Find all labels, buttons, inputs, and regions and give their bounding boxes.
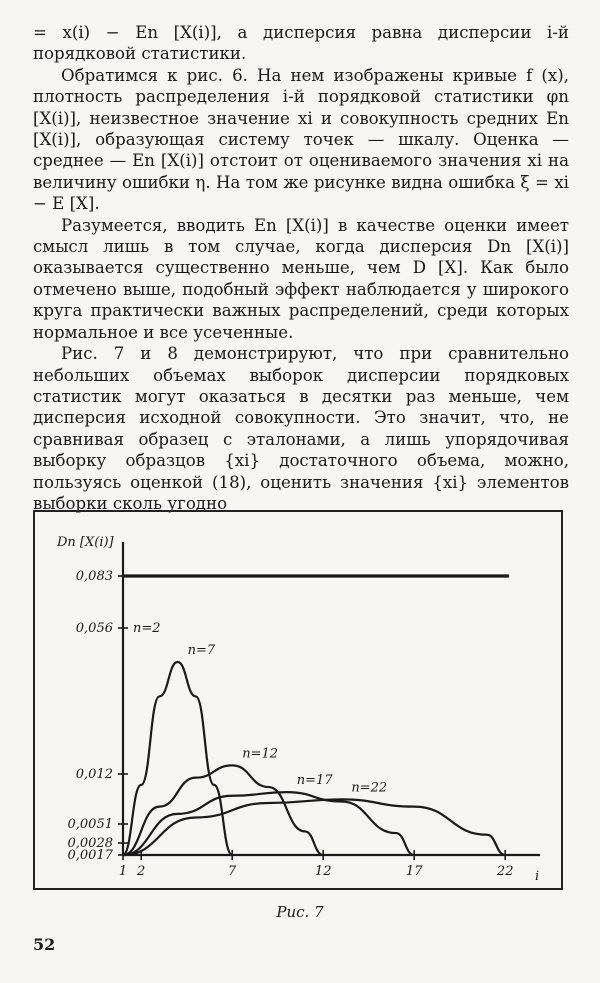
series-curve-n22 — [123, 799, 505, 855]
paragraph-4: Рис. 7 и 8 демонстрируют, что при сравнительно небольших объемах выборок дисперсии порядковых статистик могут оказаться в десятки раз меньше, чем дисперсия исходной совокупности. Это значит, что, не сравнивая образец с эталонами, а лишь упорядочивая выборку образцов {xi} достаточного объема, можно, пользуясь оценкой (18), оценить значения {xi} элементов выборки сколь угодно — [33, 344, 569, 513]
x-tick-label: 1 — [118, 864, 128, 879]
y-axis-label: Dn [X(i)] — [57, 535, 114, 550]
series-label-n2: n=2 — [133, 621, 161, 636]
y-tick-label: 0,0017 — [67, 848, 113, 863]
y-tick-label: 0,012 — [75, 767, 113, 782]
figure-7 — [33, 510, 563, 890]
paragraph-3: Разумеется, вводить En [X(i)] в качестве оценки имеет смысл лишь в том случае, когда дисперсия Dn [X(i)] оказывается существенно меньше, чем D [X]. Как было отмечено выше, подобный эффект наблюдается у широкого круга практически важных распределений, среди которых нормальное и все усеченные. — [33, 215, 569, 342]
y-tick-label: 0,083 — [75, 569, 113, 584]
x-axis-label: i — [535, 869, 540, 884]
x-tick-label: 2 — [137, 864, 146, 879]
x-tick-label: 17 — [405, 864, 423, 879]
page-number: 52 — [33, 935, 56, 954]
series-label-n22: n=22 — [351, 780, 388, 796]
variance-chart — [35, 512, 561, 888]
y-tick-label: 0,056 — [75, 621, 113, 636]
series-label-n12: n=12 — [242, 746, 279, 762]
paragraph-1: = x(i) − En [X(i)], а дисперсия равна дисперсии i-й порядковой статистики. — [33, 23, 569, 64]
x-tick-label: 7 — [228, 864, 237, 879]
y-tick-label: 0,0051 — [67, 817, 113, 832]
paragraph-2: Обратимся к рис. 6. На нем изображены кривые f (x), плотность распределения i-й порядковой статистики φn [X(i)], неизвестное значение xi и совокупность средних En [X(i)], образующая систему точек — шкалу. Оценка — среднее — En [X(i)] отстоит от оцениваемого значения xi на величину ошибки η. На том же рисунке видна ошибка ξ = xi − E [X]. — [33, 65, 569, 214]
x-tick-label: 12 — [314, 864, 332, 879]
series-label-n17: n=17 — [296, 773, 333, 789]
series-label-n7: n=7 — [187, 643, 216, 658]
body-text — [33, 22, 569, 514]
series-curve-n7 — [123, 662, 232, 855]
figure-caption: Рис. 7 — [276, 903, 324, 921]
y-tick-label: 0,0028 — [67, 836, 113, 851]
x-tick-label: 22 — [496, 864, 514, 879]
